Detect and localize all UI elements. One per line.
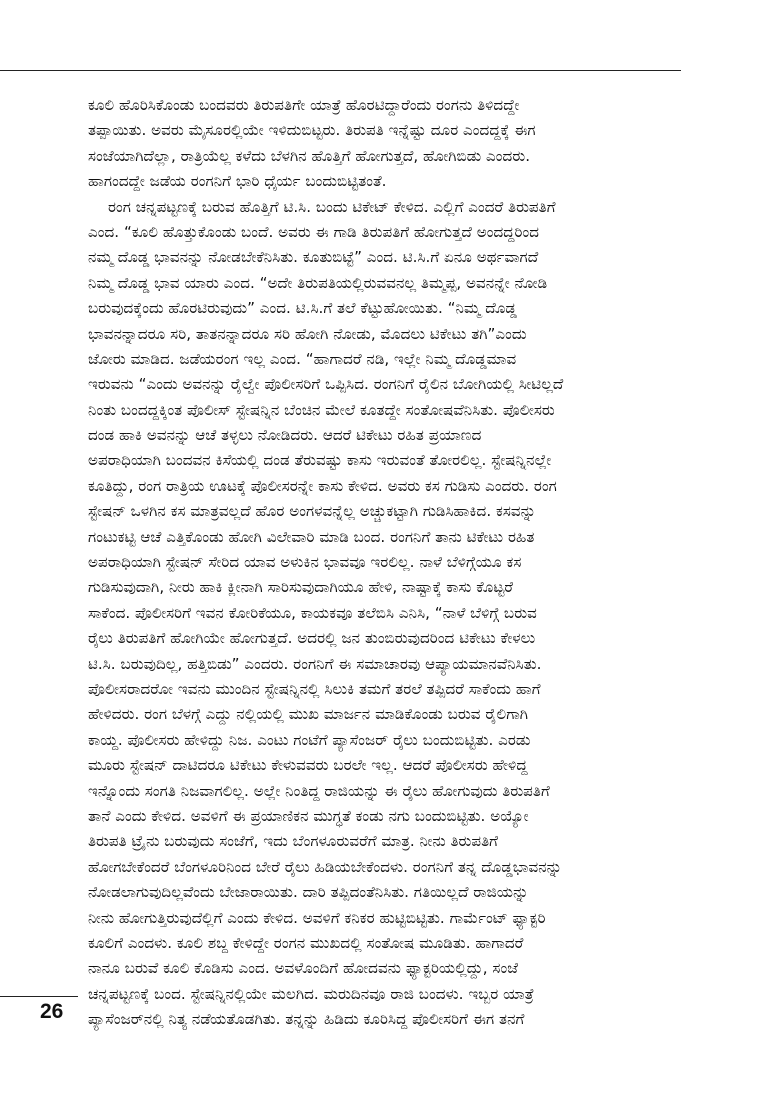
text-line: ಎಂದ. “ಕೂಲಿ ಹೊತ್ತುಕೊಂಡು ಬಂದೆ. ಅವರು ಈ ಗಾಡಿ ತಿರುಪತಿಗೆ ಹೋಗುತ್ತದೆ ಅಂದದ್ದರಿಂದ — [88, 222, 540, 241]
text-line: ಸಂಜೆಯಾಗಿದೆಲ್ಲಾ, ರಾತ್ರಿಯೆಲ್ಲ ಕಳೆದು ಬೆಳಗಿನ ಹೊತ್ತಿಗೆ ಹೋಗುತ್ತದೆ, ಹೋಗಿಬಿಡು ಎಂದರು. — [88, 146, 531, 165]
text-line: ನೋಡಲಾಗುವುದಿಲ್ಲವೆಂದು ಬೇಜಾರಾಯಿತು. ದಾರಿ ತಪ್ಪಿದಂತೆನಿಸಿತು. ಗತಿಯಿಲ್ಲದೆ ರಾಜಿಯನ್ನು — [88, 883, 529, 902]
text-line: ಹಾಗಂದದ್ದೇ ಜಡೆಯ ರಂಗನಿಗೆ ಭಾರಿ ಧೈರ್ಯ ಬಂದುಬಿಟ್ಟಿತಂತೆ. — [88, 172, 387, 191]
text-line: ಅಪರಾಧಿಯಾಗಿ ಬಂದವನ ಕಿಸೆಯಲ್ಲಿ ದಂಡ ತೆರುವಷ್ಟು ಕಾಸು ಇರುವಂತೆ ತೋರಲಿಲ್ಲ. ಸ್ಟೇಷನ್ನಿನಲ್ಲೇ — [88, 451, 552, 470]
text-line: ತಾನೆ ಎಂದು ಕೇಳಿದ. ಅವಳಿಗೆ ಈ ಪ್ರಯಾಣಿಕನ ಮುಗ್ಧತೆ ಕಂಡು ನಗು ಬಂದುಬಿಟ್ಟಿತು. ಅಯ್ಯೋ — [88, 806, 529, 825]
text-line: ಬರುವುದಕ್ಕೆಂದು ಹೊರಟಿರುವುದು” ಎಂದ. ಟಿ.ಸಿ.ಗೆ ತಲೆ ಕೆಟ್ಟುಹೋಯಿತು. “ನಿಮ್ಮ ದೊಡ್ಡ — [88, 299, 517, 318]
text-line: ತಪ್ಪಾಯಿತು. ಅವರು ಮೈಸೂರಲ್ಲಿಯೇ ಇಳಿದುಬಿಟ್ಟರು. ತಿರುಪತಿ ಇನ್ನೆಷ್ಟು ದೂರ ಎಂದದ್ದಕ್ಕೆ ಈಗ — [88, 121, 536, 140]
text-line: ಚನ್ನಪಟ್ಟಣಕ್ಕೆ ಬಂದ. ಸ್ಟೇಷನ್ನಿನಲ್ಲಿಯೇ ಮಲಗಿದ. ಮರುದಿನವೂ ರಾಜಿ ಬಂದಳು. ಇಬ್ಬರ ಯಾತ್ರೆ — [88, 984, 535, 1003]
top-rule — [0, 70, 681, 71]
text-line: ಹೋಗಬೇಕೆಂದರೆ ಬೆಂಗಳೂರಿನಿಂದ ಬೇರೆ ರೈಲು ಹಿಡಿಯಬೇಕೆಂದಳು. ರಂಗನಿಗೆ ತನ್ನ ದೊಡ್ಡಭಾವನನ್ನು — [88, 857, 562, 876]
text-line: ಭಾವನನ್ನಾದರೂ ಸರಿ, ತಾತನನ್ನಾದರೂ ಸರಿ ಹೋಗಿ ನೋಡು, ಮೊದಲು ಟಿಕೇಟು ತಗಿ”ಎಂದು — [88, 324, 527, 343]
text-line: ರಂಗ ಚನ್ನಪಟ್ಟಣಕ್ಕೆ ಬರುವ ಹೊತ್ತಿಗೆ ಟಿ.ಸಿ. ಬಂದು ಟಿಕೇಟ್ ಕೇಳಿದ. ಎಲ್ಲಿಗೆ ಎಂದರೆ ತಿರುಪತಿಗೆ — [108, 197, 556, 216]
text-line: ರೈಲು ತಿರುಪತಿಗೆ ಹೋಗಿಯೇ ಹೋಗುತ್ತದೆ. ಅದರಲ್ಲಿ ಜನ ತುಂಬಿರುವುದರಿಂದ ಟಿಕೇಟು ಕೇಳಲು — [88, 629, 536, 648]
text-line: ಕೂಲಿಗೆ ಎಂದಳು. ಕೂಲಿ ಶಬ್ದ ಕೇಳಿದ್ದೇ ರಂಗನ ಮುಖದಲ್ಲಿ ಸಂತೋಷ ಮೂಡಿತು. ಹಾಗಾದರೆ — [88, 933, 524, 952]
text-line: ಸಾಕೆಂದ. ಪೊಲೀಸರಿಗೆ ಇವನ ಕೋರಿಕೆಯೂ, ಕಾಯಕವೂ ತಲೆಬಿಸಿ ಎನಿಸಿ, “ನಾಳೆ ಬೆಳಿಗ್ಗೆ ಬರುವ — [88, 603, 537, 622]
text-line: ನಿಂತು ಬಂದದ್ದಕ್ಕಿಂತ ಪೊಲೀಸ್ ಸ್ಟೇಷನ್ನಿನ ಬೆಂಚಿನ ಮೇಲೆ ಕೂತದ್ದೇ ಸಂತೋಷವೆನಿಸಿತು. ಪೊಲೀಸರು — [88, 400, 555, 419]
text-line: ಮೂರು ಸ್ಟೇಷನ್ ದಾಟಿದರೂ ಟಿಕೇಟು ಕೇಳುವವರು ಬರಲೇ ಇಲ್ಲ. ಆದರೆ ಪೊಲೀಸರು ಹೇಳಿದ್ದ — [88, 756, 528, 775]
text-line: ಪೊಲೀಸರಾದರೋ ಇವನು ಮುಂದಿನ ಸ್ಟೇಷನ್ನಿನಲ್ಲಿ ಸಿಲುಕಿ ತಮಗೆ ತರಲೆ ತಪ್ಪಿದರೆ ಸಾಕೆಂದು ಹಾಗೆ — [88, 679, 541, 698]
text-line: ಕೂಲಿ ಹೊರಿಸಿಕೊಂಡು ಬಂದವರು ತಿರುಪತಿಗೇ ಯಾತ್ರೆ ಹೊರಟಿದ್ದಾರೆಂದು ರಂಗನು ತಿಳಿದದ್ದೇ — [88, 96, 520, 114]
text-line: ನೀನು ಹೋಗುತ್ತಿರುವುದೆಲ್ಲಿಗೆ ಎಂದು ಕೇಳಿದ. ಅವಳಿಗೆ ಕನಿಕರ ಹುಟ್ಟಿಬಿಟ್ಟಿತು. ಗಾರ್ಮೆಂಟ್ ಫ್ಯಾಕ್ಟರಿ — [88, 908, 546, 927]
text-line: ಹೇಳಿದರು. ರಂಗ ಬೆಳಗ್ಗೆ ಎದ್ದು ನಲ್ಲಿಯಲ್ಲಿ ಮುಖ ಮಾರ್ಜನ ಮಾಡಿಕೊಂಡು ಬರುವ ರೈಲಿಗಾಗಿ — [88, 705, 529, 724]
text-line: ಟಿ.ಸಿ. ಬರುವುದಿಲ್ಲ, ಹತ್ತಿಬಿಡು” ಎಂದರು. ರಂಗನಿಗೆ ಈ ಸಮಾಚಾರವು ಆಪ್ಯಾಯಮಾನವೆನಿಸಿತು. — [88, 654, 542, 673]
text-line: ಅಪರಾಧಿಯಾಗಿ ಸ್ಟೇಷನ್ ಸೇರಿದ ಯಾವ ಅಳುಕಿನ ಭಾವವೂ ಇರಲಿಲ್ಲ. ನಾಳೆ ಬೆಳಿಗ್ಗೆಯೂ ಕಸ — [88, 553, 522, 572]
text-line: ಗಂಟುಕಟ್ಟಿ ಆಚೆ ಎತ್ತಿಕೊಂಡು ಹೋಗಿ ವಿಲೇವಾರಿ ಮಾಡಿ ಬಂದ. ರಂಗನಿಗೆ ತಾನು ಟಿಕೇಟು ರಹಿತ — [88, 527, 535, 546]
text-line: ಗುಡಿಸುವುದಾಗಿ, ನೀರು ಹಾಕಿ ಕ್ಲೀನಾಗಿ ಸಾರಿಸುವುದಾಗಿಯೂ ಹೇಳಿ, ನಾಷ್ಟಾಕ್ಕೆ ಕಾಸು ಕೊಟ್ಟರೆ — [88, 578, 514, 597]
text-line: ತಿರುಪತಿ ಟ್ರೈನು ಬರುವುದು ಸಂಜೆಗೆ, ಇದು ಬೆಂಗಳೂರುವರೆಗೆ ಮಾತ್ರ. ನೀನು ತಿರುಪತಿಗೆ — [88, 832, 498, 851]
text-line: ನಮ್ಮ ದೊಡ್ಡ ಭಾವನನ್ನು ನೋಡಬೇಕೆನಿಸಿತು. ಕೂತುಬಿಟ್ಟೆ” ಎಂದ. ಟಿ.ಸಿ.ಗೆ ಏನೂ ಅರ್ಥವಾಗದೆ — [88, 248, 539, 267]
text-line: ಇರುವನು “ಎಂದು ಅವನನ್ನು ರೈಲ್ವೇ ಪೊಲೀಸರಿಗೆ ಒಪ್ಪಿಸಿದ. ರಂಗನಿಗೆ ರೈಲಿನ ಬೋಗಿಯಲ್ಲಿ ಸೀಟಿಲ್ಲದೆ — [88, 375, 564, 394]
text-line: ನಿಮ್ಮ ದೊಡ್ಡ ಭಾವ ಯಾರು ಎಂದ. “ಅದೇ ತಿರುಪತಿಯಲ್ಲಿರುವವನಲ್ಲ ತಿಮ್ಮಪ್ಪ, ಅವನನ್ನೇ ನೋಡಿ — [88, 273, 548, 292]
text-line: ಇನ್ನೊಂದು ಸಂಗತಿ ನಿಜವಾಗಲಿಲ್ಲ. ಅಲ್ಲೇ ನಿಂತಿದ್ದ ರಾಜಿಯನ್ನು ಈ ರೈಲು ಹೋಗುವುದು ತಿರುಪತಿಗೆ — [88, 781, 550, 800]
body-text — [88, 93, 676, 1032]
text-line: ಕೂತಿದ್ದು, ರಂಗ ರಾತ್ರಿಯ ಊಟಕ್ಕೆ ಪೊಲೀಸರನ್ನೇ ಕಾಸು ಕೇಳಿದ. ಅವರು ಕಸ ಗುಡಿಸು ಎಂದರು. ರಂಗ — [88, 476, 557, 495]
text-line: ನಾನೂ ಬರುವೆ ಕೂಲಿ ಕೊಡಿಸು ಎಂದ. ಅವಳೊಂದಿಗೆ ಹೋದವನು ಫ್ಯಾಕ್ಟರಿಯಲ್ಲಿದ್ದು, ಸಂಜೆ — [88, 959, 519, 978]
text-line: ಜೋರು ಮಾಡಿದ. ಜಡೆಯರಂಗ ಇಲ್ಲ ಎಂದ. “ಹಾಗಾದರೆ ನಡಿ, ಇಲ್ಲೇ ನಿಮ್ಮ ದೊಡ್ಡಮಾವ — [88, 349, 517, 368]
text-line: ದಂಡ ಹಾಕಿ ಅವನನ್ನು ಆಚೆ ತಳ್ಳಲು ನೋಡಿದರು. ಆದರೆ ಟಿಕೇಟು ರಹಿತ ಪ್ರಯಾಣದ — [88, 426, 482, 445]
text-line: ಪ್ಯಾಸೆಂಜರ್‌ನಲ್ಲಿ ನಿತ್ಯ ನಡೆಯತೊಡಗಿತು. ತನ್ನನ್ನು ಹಿಡಿದು ಕೂರಿಸಿದ್ದ ಪೊಲೀಸರಿಗೆ ಈಗ ತನಗೆ — [88, 1010, 525, 1029]
page-number-rule — [0, 996, 78, 997]
page-number: 26 — [40, 1000, 64, 1023]
text-line: ಕಾಯ್ದ. ಪೊಲೀಸರು ಹೇಳಿದ್ದು ನಿಜ. ಎಂಟು ಗಂಟೆಗೆ ಪ್ಯಾಸೆಂಜರ್ ರೈಲು ಬಂದುಬಿಟ್ಟಿತು. ಎರಡು — [88, 730, 531, 749]
text-line: ಸ್ಟೇಷನ್ ಒಳಗಿನ ಕಸ ಮಾತ್ರವಲ್ಲದೆ ಹೊರ ಅಂಗಳವನ್ನೆಲ್ಲ ಅಚ್ಚುಕಟ್ಟಾಗಿ ಗುಡಿಸಿಹಾಕಿದ. ಕಸವನ್ನು — [88, 502, 536, 521]
